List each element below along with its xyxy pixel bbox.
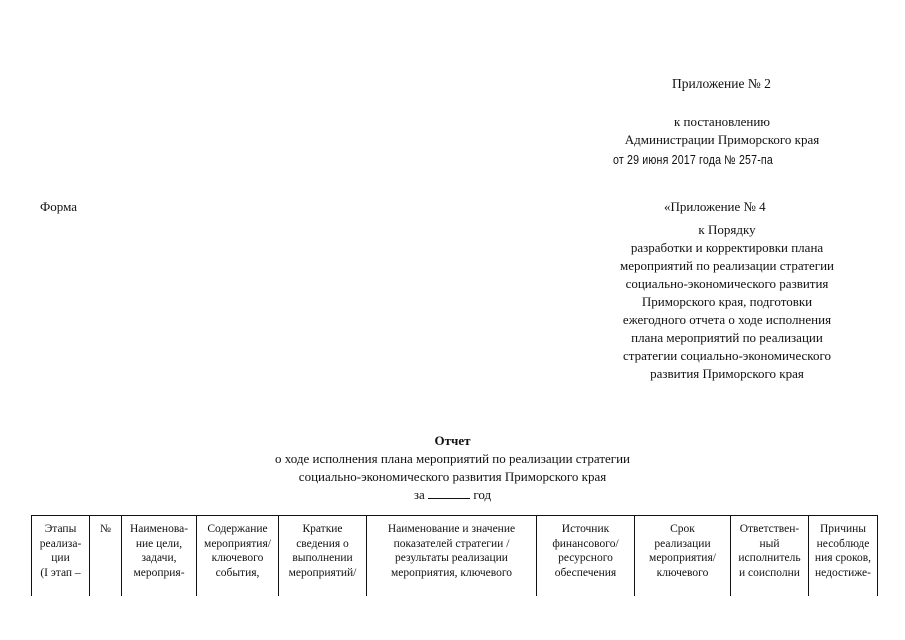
header-cell-text: Причины	[819, 523, 867, 535]
header-cell-text: (I этап –	[40, 566, 81, 579]
header-cell-text: мероприятия/	[204, 537, 271, 550]
header-cell-text: финансового/	[552, 537, 619, 550]
header-cell-text: ции	[51, 552, 70, 564]
header-cell-number	[90, 516, 122, 597]
header-cell-text: события,	[215, 566, 260, 579]
header-cell-text: реализации	[654, 537, 711, 550]
header-cell-text: Содержание	[207, 523, 268, 535]
annex4-line: к Порядку	[698, 222, 756, 237]
header-cell-text: Срок	[670, 523, 695, 535]
header-cell-text: ный	[759, 537, 780, 550]
header-cell-text: мероприятия/	[649, 552, 716, 564]
header-cell-text: сведения о	[296, 537, 349, 550]
table-header-row	[32, 516, 878, 597]
header-cell-text: ключевого	[211, 552, 264, 564]
header-cell-text: Ответствен-	[739, 523, 800, 535]
header-cell-content	[197, 516, 279, 597]
annex4-line: мероприятий по реализации стратегии	[620, 258, 834, 273]
year-prefix: за	[413, 487, 425, 502]
header-cell-text: обеспечения	[554, 566, 617, 579]
annex4-line: развития Приморского края	[650, 366, 804, 381]
header-cell-text: №	[100, 523, 111, 535]
header-cell-goal-name	[122, 516, 197, 597]
header-cell-text: мероприятий/	[288, 566, 357, 579]
date-stamp: от 29 июня 2017 года № 257-па	[613, 153, 773, 167]
report-table	[31, 515, 878, 596]
header-cell-text: ресурсного	[558, 552, 613, 564]
year-blank	[428, 488, 470, 499]
header-cell-deadline	[635, 516, 731, 597]
header-cell-indicators	[367, 516, 537, 597]
header-cell-text: Наименова-	[129, 523, 189, 535]
header-cell-reasons	[809, 516, 878, 597]
annex2-title: Приложение № 2	[672, 76, 771, 91]
annex4-line: ежегодного отчета о ходе исполнения	[622, 312, 832, 327]
header-cell-text: Источник	[561, 523, 610, 535]
year-suffix: год	[473, 487, 492, 502]
header-cell-text: Краткие	[302, 523, 343, 535]
header-cell-text: ние цели,	[135, 537, 183, 550]
annex4-line: Приморского края, подготовки	[641, 294, 813, 309]
header-cell-text: результаты реализации	[395, 552, 508, 564]
header-cell-text: мероприя-	[133, 566, 185, 579]
annex2-lines	[602, 113, 842, 149]
report-subtitle-line: о ходе исполнения плана мероприятий по реализации стратегии	[274, 451, 631, 466]
report-subtitle-line: социально-экономического развития Приморского края	[298, 469, 607, 484]
header-cell-stages	[32, 516, 90, 597]
annex4-title: «Приложение № 4	[664, 199, 766, 214]
header-cell-text: выполнении	[292, 552, 353, 564]
header-cell-text: Наименование и значение	[387, 523, 516, 535]
header-cell-text: исполнитель	[738, 552, 801, 564]
header-cell-summary	[279, 516, 367, 597]
annex4-line: социально-экономического развития	[625, 276, 829, 291]
annex4-line: плана мероприятий по реализации	[631, 330, 823, 345]
header-cell-text: Этапы	[44, 523, 77, 535]
annex4-line: стратегии социально-экономического	[623, 348, 831, 363]
header-cell-text: реализа-	[39, 537, 82, 550]
header-cell-text: недостиже-	[814, 566, 871, 579]
header-cell-funding-source	[537, 516, 635, 597]
header-cell-text: мероприятия, ключевого	[390, 566, 513, 579]
form-label: Форма	[40, 199, 77, 214]
report-title: Отчет	[434, 433, 471, 448]
annex4-line: разработки и корректировки плана	[630, 240, 824, 255]
annex4-lines	[582, 221, 872, 383]
header-cell-text: показателей стратегии /	[393, 537, 510, 550]
header-cell-text: несоблюде	[816, 537, 870, 550]
report-year-line	[200, 486, 705, 504]
header-cell-text: ключевого	[656, 566, 709, 579]
report-header	[200, 432, 705, 504]
annex2-line: к постановлению	[673, 114, 771, 129]
header-cell-text: ния сроков,	[814, 552, 872, 564]
header-cell-text: задачи,	[141, 552, 177, 564]
header-cell-executor	[731, 516, 809, 597]
header-cell-text: и соисполни	[739, 566, 800, 579]
annex2-line: Администрации Приморского края	[624, 132, 820, 147]
